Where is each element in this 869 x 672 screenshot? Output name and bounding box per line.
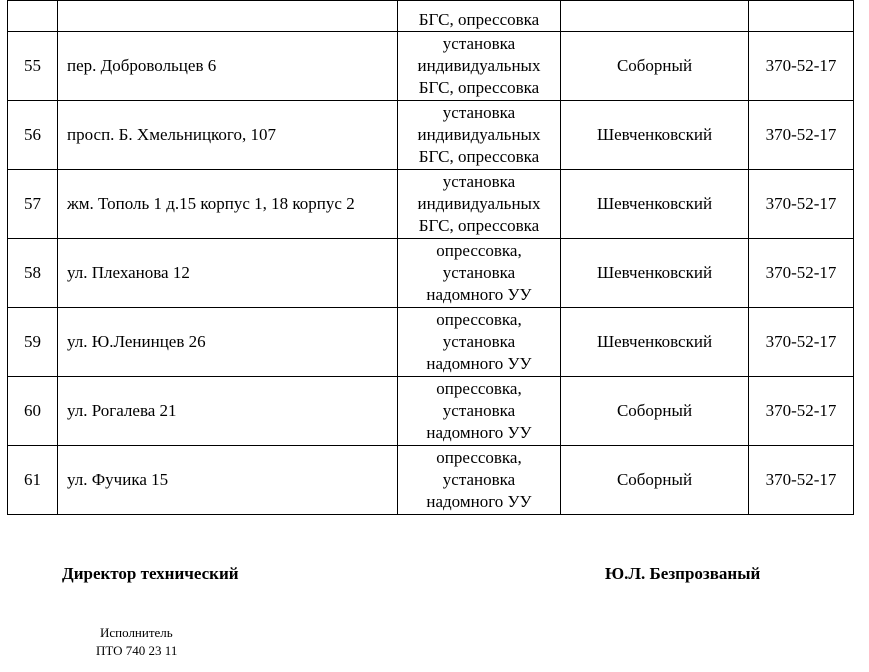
cell-phone: 370-52-17 (749, 308, 854, 377)
work-line: надомного УУ (426, 285, 532, 304)
cell-phone: 370-52-17 (749, 32, 854, 101)
cell-phone: 370-52-17 (749, 446, 854, 515)
cell-work (398, 239, 561, 308)
cell-work (398, 170, 561, 239)
work-line: установка (442, 34, 516, 53)
cell-work (398, 101, 561, 170)
table-row (8, 308, 854, 377)
cell-number: 56 (8, 101, 58, 170)
cell-address: ул. Фучика 15 (58, 446, 398, 515)
work-line: БГС, опрессовка (418, 216, 540, 235)
cell-number: 58 (8, 239, 58, 308)
cell-district: Соборный (561, 377, 749, 446)
table-row-continued (8, 1, 854, 32)
works-table-body (8, 1, 854, 515)
cell-district: Шевченковский (561, 239, 749, 308)
cell-address: жм. Тополь 1 д.15 корпус 1, 18 корпус 2 (58, 170, 398, 239)
cell-work: БГС, опрессовка (398, 1, 561, 32)
signature-title: Директор технический (62, 564, 239, 583)
cell-address: пер. Добровольцев 6 (58, 32, 398, 101)
work-line: индивидуальных (417, 194, 541, 213)
work-line: опрессовка, (436, 310, 522, 329)
table-row (8, 446, 854, 515)
cell-work (398, 32, 561, 101)
work-line: индивидуальных (417, 56, 541, 75)
cell-district: Шевченковский (561, 170, 749, 239)
cell-work (398, 446, 561, 515)
cell-address: ул. Плеханова 12 (58, 239, 398, 308)
cell-work (398, 377, 561, 446)
cell-number: 57 (8, 170, 58, 239)
work-line: опрессовка, (436, 379, 522, 398)
table-row (8, 239, 854, 308)
table-row (8, 377, 854, 446)
work-line: опрессовка, (436, 448, 522, 467)
cell-number: 55 (8, 32, 58, 101)
cell-district: Соборный (561, 32, 749, 101)
work-line: БГС, опрессовка (418, 147, 540, 166)
cell-phone: 370-52-17 (749, 170, 854, 239)
cell-address: просп. Б. Хмельницкого, 107 (58, 101, 398, 170)
cell-phone: 370-52-17 (749, 377, 854, 446)
executor-phone: ПТО 740 23 11 (96, 643, 178, 658)
cell-district (561, 1, 749, 32)
work-line: надомного УУ (426, 354, 532, 373)
work-line: установка (442, 263, 516, 282)
executor-label: Исполнитель (100, 625, 173, 640)
cell-district: Соборный (561, 446, 749, 515)
signature-name: Ю.Л. Безпрозваный (605, 564, 761, 583)
cell-address: ул. Рогалева 21 (58, 377, 398, 446)
cell-phone: 370-52-17 (749, 101, 854, 170)
work-line: опрессовка, (436, 241, 522, 260)
work-line: установка (442, 103, 516, 122)
cell-address: ул. Ю.Ленинцев 26 (58, 308, 398, 377)
cell-number: 60 (8, 377, 58, 446)
works-table (7, 0, 854, 515)
cell-address (58, 1, 398, 32)
table-row (8, 101, 854, 170)
cell-phone: 370-52-17 (749, 239, 854, 308)
work-line: установка (442, 470, 516, 489)
table-row (8, 170, 854, 239)
work-line: индивидуальных (417, 125, 541, 144)
work-line: установка (442, 172, 516, 191)
cell-number (8, 1, 58, 32)
work-line: надомного УУ (426, 492, 532, 511)
cell-district: Шевченковский (561, 101, 749, 170)
work-line: БГС, опрессовка (418, 78, 540, 97)
work-line: надомного УУ (426, 423, 532, 442)
work-line: установка (442, 332, 516, 351)
cell-work (398, 308, 561, 377)
table-row (8, 32, 854, 101)
work-line: установка (442, 401, 516, 420)
cell-district: Шевченковский (561, 308, 749, 377)
cell-phone (749, 1, 854, 32)
cell-number: 61 (8, 446, 58, 515)
cell-number: 59 (8, 308, 58, 377)
